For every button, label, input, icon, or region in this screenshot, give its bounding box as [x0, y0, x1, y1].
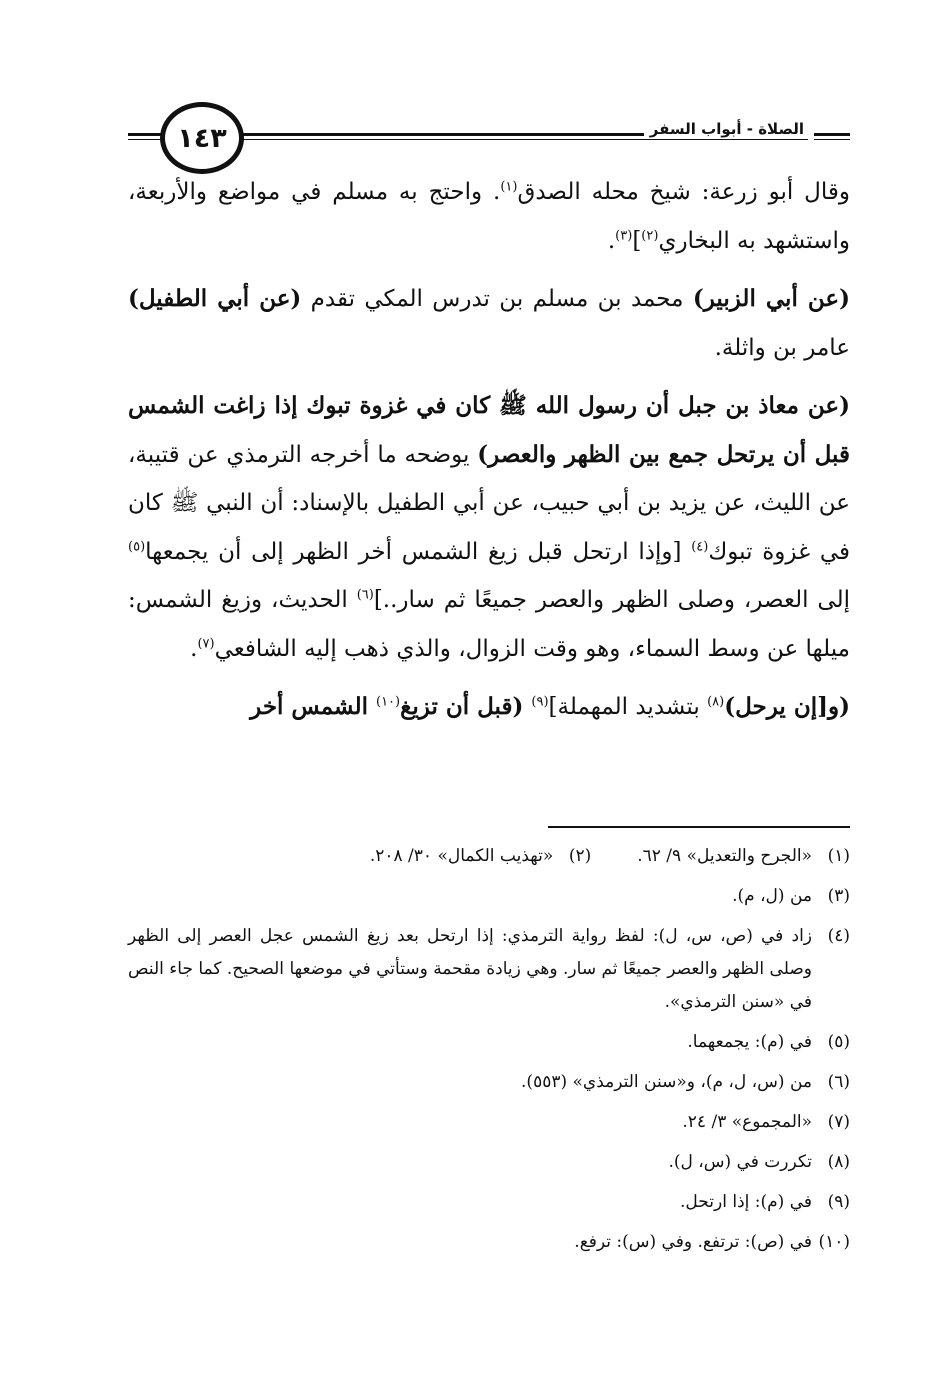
paragraph-4: [128, 683, 850, 732]
footnote-ref-4[interactable]: (٤): [691, 538, 709, 554]
footnote-7: [128, 1106, 850, 1139]
footnote-ref-9[interactable]: (٩): [531, 694, 549, 710]
text-run: .: [190, 635, 198, 662]
text-run: الحديث، وزيغ الشمس: ميلها عن وسط السماء، وهو وقت الزوال، والذي ذهب إليه الشافعي: [128, 587, 850, 662]
text-run: يوضحه ما أخرجه الترمذي عن قتيبة، عن الليث، عن يزيد بن أبي حبيب، عن أبي الطفيل بالإسناد: أن النبي ﷺ كان في غزوة تبوك: [128, 441, 850, 565]
bold-run: (عن أبي الطفيل): [128, 285, 302, 312]
footnote-separator: [548, 826, 850, 828]
main-text: [128, 168, 850, 732]
text-run: . واحتج به مسلم في مواضع والأربعة، واستشهد به البخاري: [128, 179, 850, 254]
footnote-number: (٨): [827, 1152, 850, 1172]
text-run: إلى العصر، وصلى الظهر والعصر جميعًا ثم سار..]: [373, 587, 850, 613]
footnote-text: من (ل، م).: [732, 886, 812, 906]
footnote-ref-3[interactable]: (٣): [615, 227, 633, 243]
footnote-text: في (م): يجمعهما.: [687, 1032, 812, 1052]
bold-run: (عن أبي الزبير): [692, 285, 851, 312]
footnote-number: (١٠): [818, 1232, 850, 1252]
bold-run: (قبل أن تزيغ: [400, 693, 532, 720]
footnote-text: «الجرح والتعديل» ٩/ ٦٢.: [637, 846, 812, 866]
text-run: بتشديد المهملة]: [548, 694, 708, 720]
footnote-3: [128, 880, 850, 913]
footnote-4: [128, 920, 850, 1019]
text-run: محمد بن مسلم بن تدرس المكي تقدم: [301, 286, 693, 312]
footnote-ref-5[interactable]: (٥): [128, 538, 146, 554]
text-run: وقال أبو زرعة: شيخ محله الصدق: [517, 179, 851, 205]
footnote-ref-1[interactable]: (١): [500, 179, 518, 195]
footnote-8: [128, 1146, 850, 1179]
footnote-number: (٢): [568, 846, 592, 866]
text-run: .: [607, 227, 616, 254]
running-title: الصلاة - أبواب السفر: [644, 120, 810, 138]
footnote-number: (٧): [827, 1112, 850, 1132]
paragraph-1: [128, 168, 850, 265]
footnote-text: «المجموع» ٣/ ٢٤.: [682, 1112, 812, 1132]
footnote-text: تكررت في (س، ل).: [668, 1152, 812, 1172]
footnote-text: زاد في (ص، س، ل): لفظ رواية الترمذي: إذا ارتحل بعد زيغ الشمس عجل العصر إلى الظهر وصلى الظهر والعصر جميعًا ثم سار. وهي زيادة مقحمة وستأتي في موضعها الصحيح. كما جاء النص في «سنن الترمذي».: [128, 926, 812, 1012]
footnote-5: [128, 1026, 850, 1059]
page-header: [128, 100, 850, 170]
header-rule-tail: [814, 133, 850, 136]
footnote-1: [637, 840, 850, 873]
bold-run: (عن معاذ بن جبل أن رسول الله ﷺ كان في غزوة تبوك إذا زاغت الشمس قبل أن يرتحل جمع بين الظهر والعصر): [128, 392, 850, 468]
footnote-ref-7[interactable]: (٧): [197, 635, 215, 651]
text-run: [وإذا ارتحل قبل زيغ الشمس أخر الظهر إلى أن يجمعها: [145, 538, 692, 565]
footnote-9: [128, 1186, 850, 1219]
footnote-number: (١): [827, 846, 850, 866]
footnote-ref-2[interactable]: (٢): [641, 227, 659, 243]
footnote-text: «تهذيب الكمال» ٣٠/ ٢٠٨.: [369, 846, 554, 866]
footnote-number: (٣): [827, 886, 850, 906]
text-run: عامر بن واثلة.: [714, 334, 850, 361]
footnotes: [128, 840, 850, 1266]
footnote-number: (٦): [827, 1072, 850, 1092]
paragraph-3: [128, 382, 850, 673]
header-rule-tail-thin: [814, 139, 850, 140]
footnote-number: (٥): [827, 1032, 850, 1052]
footnote-text: من (س، ل، م)، و«سنن الترمذي» (٥٥٣).: [521, 1072, 812, 1092]
footnote-number: (٩): [827, 1192, 850, 1212]
footnote-2: [370, 840, 591, 873]
footnote-6: [128, 1066, 850, 1099]
footnote-number: (٤): [827, 926, 850, 946]
bold-run: (و[إن يرحل): [724, 693, 850, 720]
footnote-text: في (ص): ترتفع. وفي (س): ترفع.: [574, 1232, 812, 1252]
paragraph-2: [128, 275, 850, 372]
text-run: ]: [632, 227, 642, 254]
footnote-ref-6[interactable]: (٦): [356, 587, 374, 603]
footnote-10: [128, 1226, 850, 1259]
footnote-ref-8[interactable]: (٨): [707, 694, 725, 710]
footnote-ref-10[interactable]: (١٠): [375, 694, 401, 710]
bold-run: الشمس أخر: [250, 693, 376, 720]
footnote-text: في (م): إذا ارتحل.: [680, 1192, 812, 1212]
page-number: ١٤٣: [160, 102, 244, 174]
footnote-row-1-2: [128, 840, 850, 873]
